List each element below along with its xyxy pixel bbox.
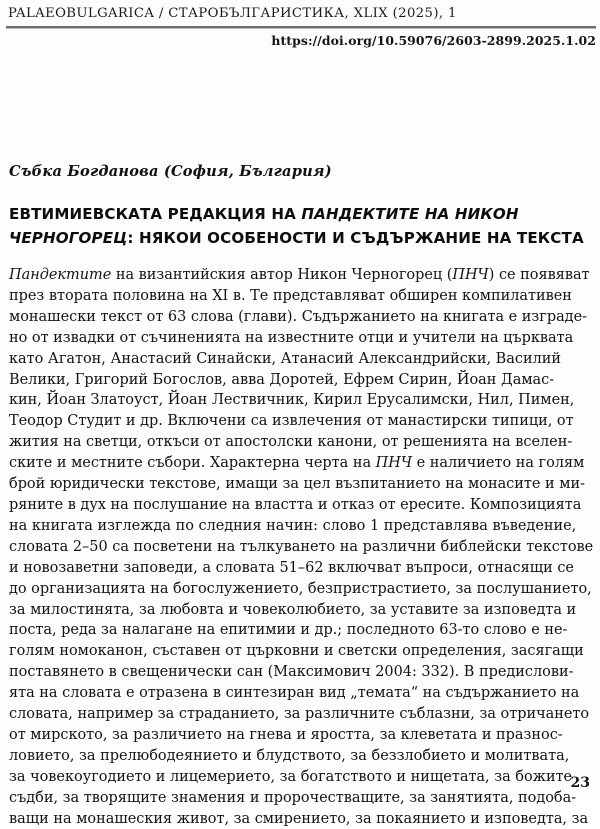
body-line: и новозаветни заповеди, а словата 51–62 включват въпроси, отнасящи се — [9, 559, 574, 576]
body-line: ловието, за прелюбодеянието и блудството, за беззлобието и молитвата, — [9, 747, 570, 764]
body-line: кин, Йоан Златоуст, Йоан Лествичник, Кирил Ерусалимски, Нил, Пимен, — [9, 392, 575, 409]
author-affiliation: Събка Богданова (София, България) — [9, 163, 332, 180]
body-line: от мирското, за различието на гнева и яростта, за клеветата и празнос- — [9, 726, 563, 743]
body-line: през втората половина на XI в. Те представляват обширен компилативен — [9, 287, 572, 304]
doi-link[interactable]: https://doi.org/10.59076/2603-2899.2025.1.02 — [271, 33, 596, 48]
body-line: ряните в дух на послушание на властта и отказ от ересите. Композицията — [9, 496, 582, 513]
body-line: Теодор Студит и др. Включени са извлечения от манастирски типици, от — [9, 413, 574, 430]
body-line: но от извадки от съчиненията на известните отци и учители на църквата — [9, 329, 574, 346]
body-line: монашески текст от 63 слова (глави). Съдържанието на книгата е изграде- — [9, 308, 587, 325]
body-line: до организацията на богослужението, безпристрастието, за послушанието, — [9, 580, 592, 597]
body-line: жития на светци, откъси от апостолски канони, от решенията на вселен- — [9, 434, 573, 451]
header-rule — [6, 26, 596, 28]
body-paragraph — [9, 265, 592, 829]
body-line: поставянето в свещенически сан (Максимович 2004: 332). В предислови- — [9, 664, 574, 681]
body-line: Велики, Григорий Богослов, авва Доротей, Ефрем Сирин, Йоан Дамас- — [9, 371, 555, 388]
body-line: ята на словата е отразена в синтезиран вид „темата“ на съдържанието на — [9, 685, 580, 702]
page-number: 23 — [570, 775, 590, 791]
body-line: Пандектите на византийския автор Никон Черногорец (ПНЧ) се появяват — [9, 267, 590, 283]
work-title-pandektite: Пандектите — [9, 267, 112, 283]
abbrev-pnch: ПНЧ — [375, 455, 413, 472]
article-title — [9, 203, 593, 250]
body-line: като Агатон, Анастасий Синайски, Атанасий Александрийски, Василий — [9, 350, 561, 367]
title-line-2-roman: : НЯКОИ ОСОБЕНОСТИ И СЪДЪРЖАНИЕ НА ТЕКСТА — [127, 228, 584, 247]
title-line-2-italic: ЧЕРНОГОРЕЦ — [9, 228, 128, 247]
body-line: брой юридически текстове, имащи за цел възпитанието на монасите и ми- — [9, 476, 585, 493]
body-line: за милостинята, за любовта и човеколюбието, за уставите за изповедта и — [9, 601, 577, 618]
body-line: ските и местните събори. Характерна черта на ПНЧ е наличието на голям — [9, 455, 585, 472]
body-line: голям номоканон, съставен от църковни и светски определения, засягащи — [9, 643, 584, 660]
body-line: ващи на монашеския живот, за смирението, за покаянието и изповедта, за — [9, 810, 589, 827]
running-head: PALAEOBULGARICA / СТАРОБЪЛГАРИСТИКА, XLIX (2025), 1 — [8, 6, 457, 21]
title-line-1-italic: ПАНДЕКТИТЕ НА НИКОН — [301, 205, 519, 223]
title-line-1-roman: ЕВТИМИЕВСКАТА РЕДАКЦИЯ НА — [9, 205, 302, 223]
body-line: съдби, за творящите знамения и пророчестващите, за занятията, подоба- — [9, 789, 577, 806]
body-line: за човекоугодието и лицемерието, за богатството и нищетата, за божите — [9, 768, 573, 785]
body-line: поста, реда за налагане на епитимии и др.; последното 63-то слово е не- — [9, 622, 568, 639]
body-line: словата 2–50 са посветени на тълкуването на различни библейски текстове — [9, 538, 594, 555]
body-line: словата, например за страданието, за различните съблазни, за отричането — [9, 706, 590, 723]
abbrev-pnch: ПНЧ — [452, 267, 489, 283]
body-line: на книгата изглежда по следния начин: слово 1 представлява въведение, — [9, 517, 577, 534]
